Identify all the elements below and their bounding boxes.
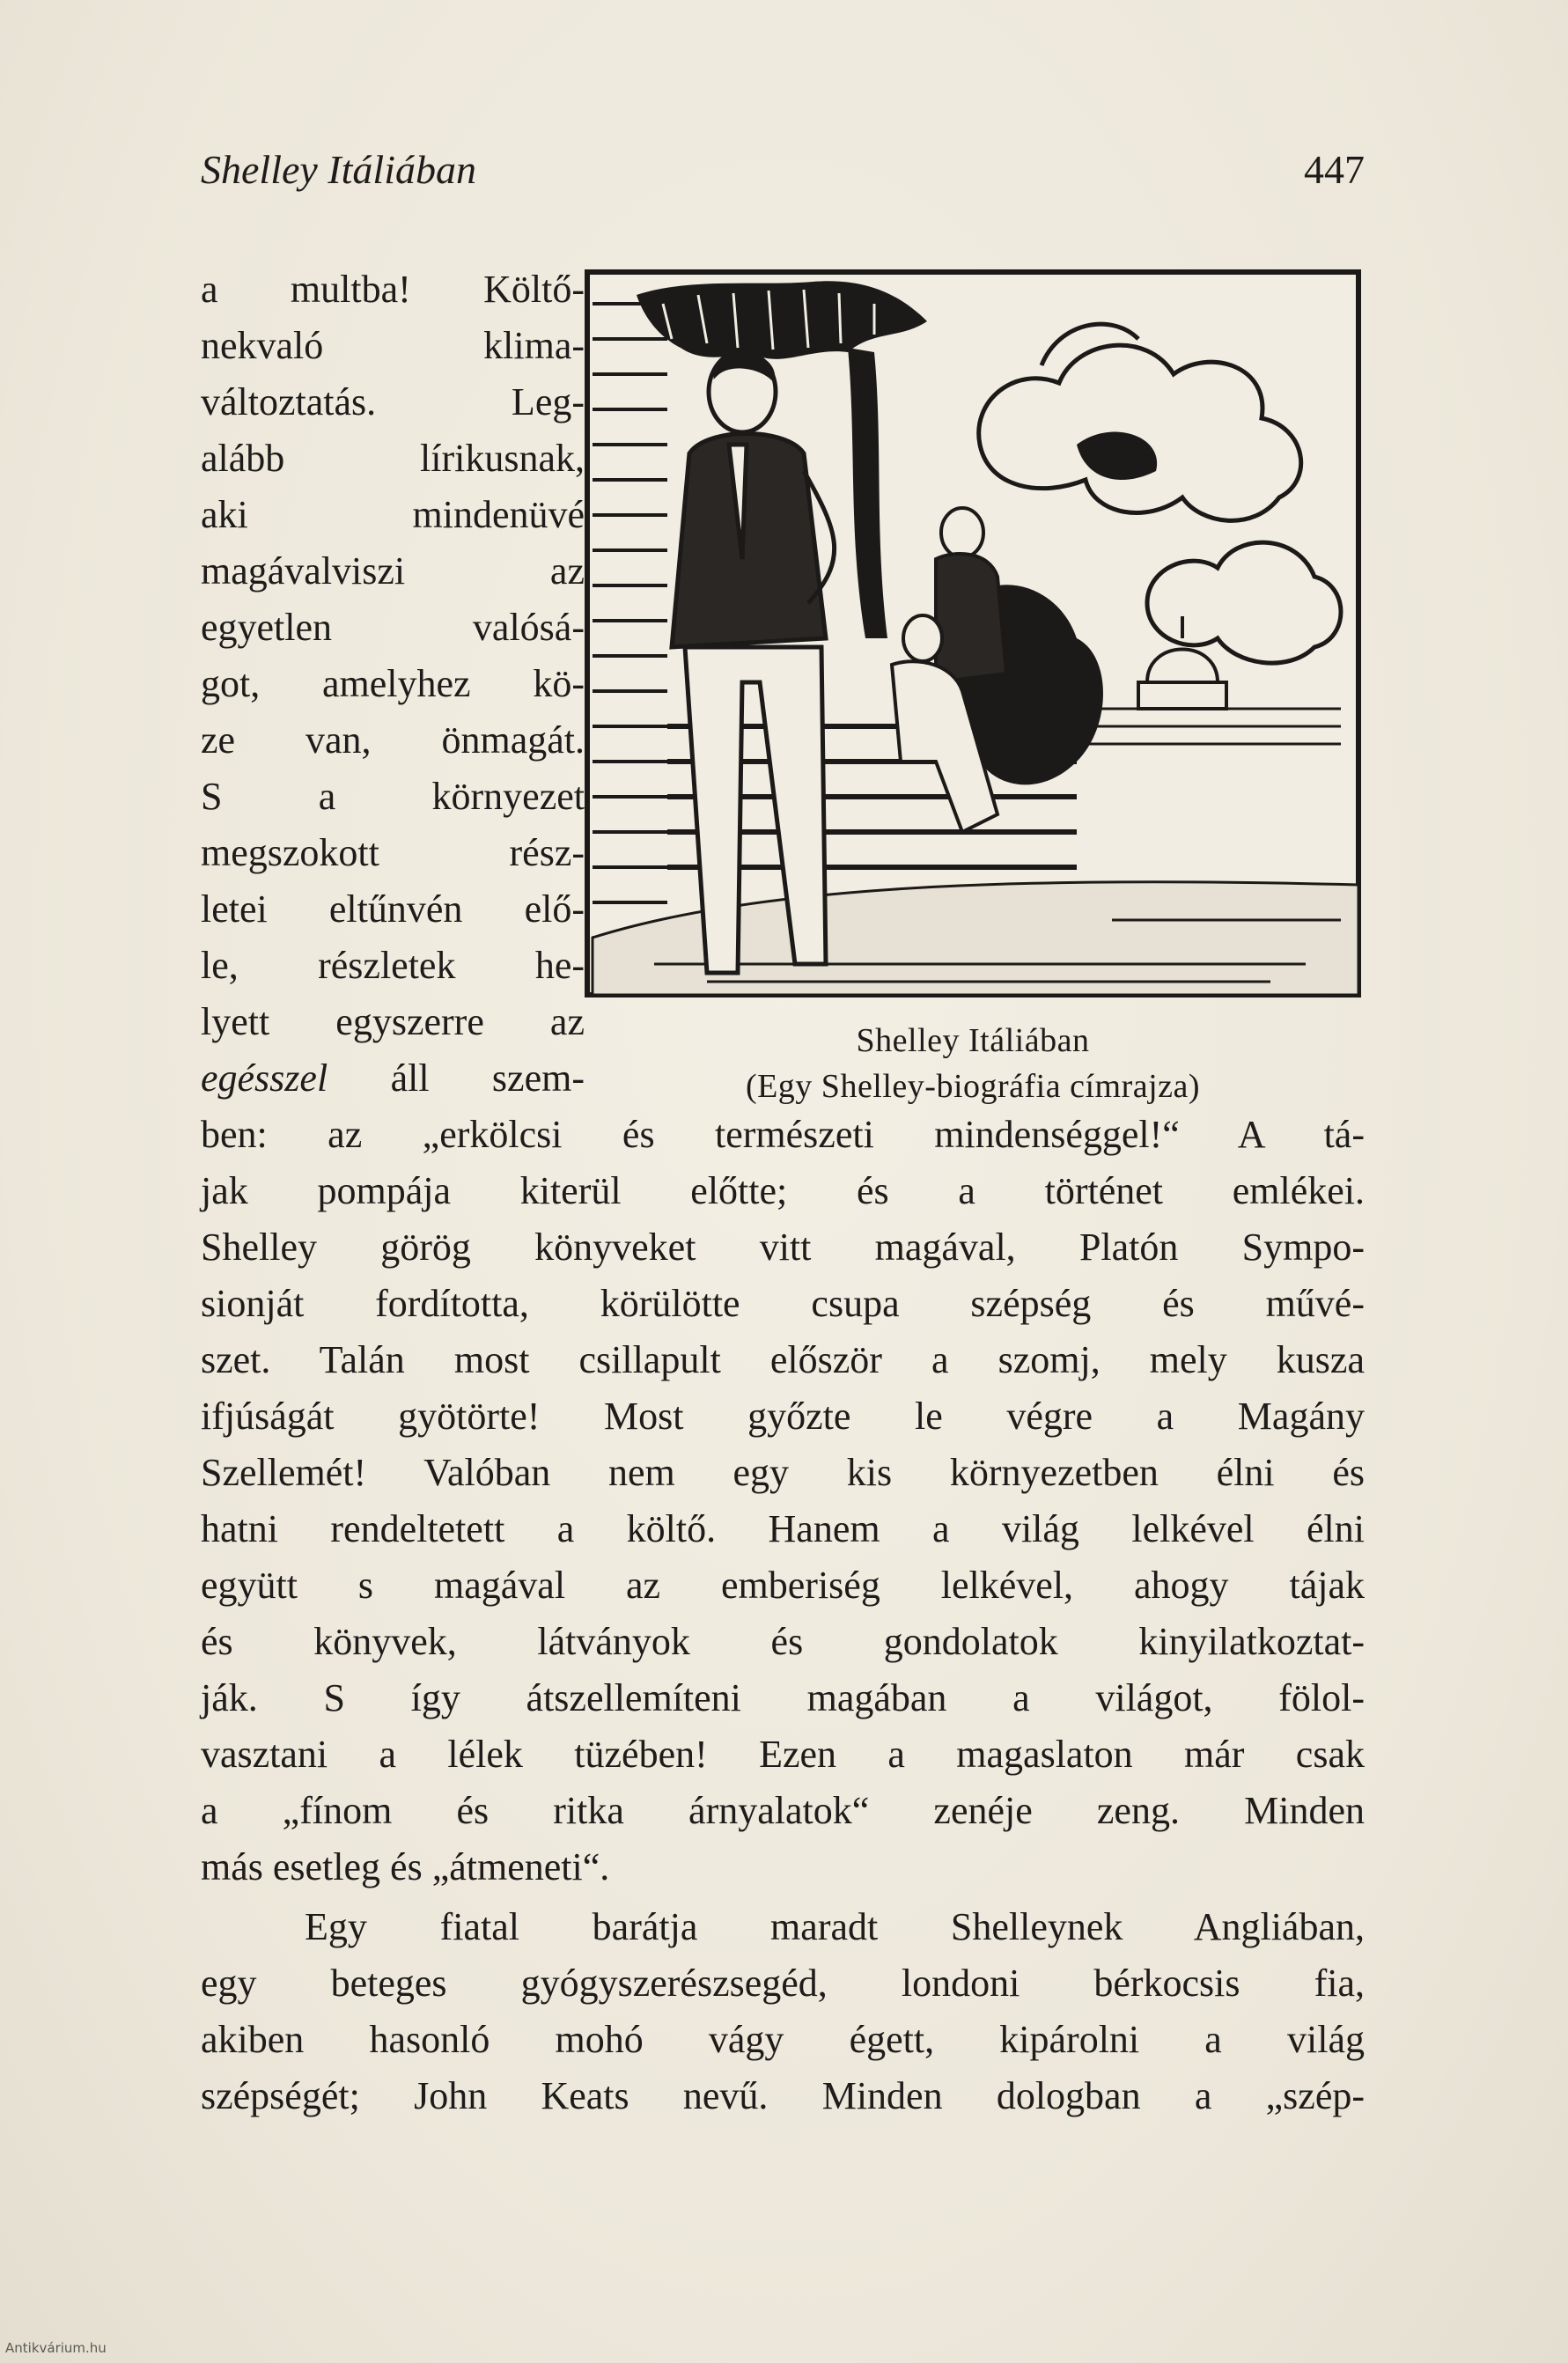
shelley-illustration <box>584 269 1362 998</box>
text-line: egy beteges gyógyszerészsegéd, londoni bérkocsis fia, <box>201 1962 1365 2005</box>
text-line: lyett egyszerre az <box>201 1000 585 1043</box>
caption-title: Shelley Itáliában <box>856 1022 1090 1059</box>
text-fragment: áll szem- <box>328 1056 585 1100</box>
text-line: változtatás. Leg- <box>201 380 585 423</box>
running-title: Shelley Itáliában <box>201 147 476 192</box>
illustration-woodcut <box>584 269 1362 998</box>
text-line: Shelley görög könyveket vitt magával, Platón Sympo- <box>201 1226 1365 1269</box>
text-line: és könyvek, látványok és gondolatok kinyilatkoztat- <box>201 1620 1365 1663</box>
text-line: nekvaló klima- <box>201 324 585 367</box>
text-line: akiben hasonló mohó vágy égett, kipárolni a világ <box>201 2018 1365 2061</box>
text-line: Egy fiatal barátja maradt Shelleynek Angliában, <box>305 1905 1365 1948</box>
text-line: Szellemét! Valóban nem egy kis környezetben élni és <box>201 1451 1365 1494</box>
text-line: aki mindenüvé <box>201 493 585 536</box>
text-line: S a környezet <box>201 775 585 818</box>
text-line: alább lírikusnak, <box>201 437 585 480</box>
text-line: szet. Talán most csillapult először a szomj, mely kusza <box>201 1338 1365 1381</box>
text-line: letei eltűnvén elő- <box>201 887 585 931</box>
text-line: a multba! Költő- <box>201 268 585 311</box>
text-line: sionját fordította, körülötte csupa szépség és művé- <box>201 1282 1365 1325</box>
text-line: a „fínom és ritka árnyalatok“ zenéje zeng. Minden <box>201 1789 1365 1832</box>
text-line: megszokott rész- <box>201 831 585 874</box>
text-line: ják. S így átszellemíteni magában a világot, fölol- <box>201 1676 1365 1719</box>
text-line: le, részletek he- <box>201 944 585 987</box>
site-watermark: Antikvárium.hu <box>5 2340 107 2356</box>
page-number: 447 <box>1304 147 1365 192</box>
text-line <box>201 1051 585 1106</box>
page-header <box>201 146 1365 208</box>
text-line: ifjúságát gyötörte! Most győzte le végre a Magány <box>201 1395 1365 1438</box>
text-line: got, amelyhez kö- <box>201 662 585 705</box>
text-line: együtt s magával az emberiség lelkével, ahogy tájak <box>201 1564 1365 1607</box>
text-line: jak pompája kiterül előtte; és a történet emlékei. <box>201 1169 1365 1212</box>
text-line: más esetleg és „átmeneti“. <box>201 1845 610 1888</box>
text-line: hatni rendeltetett a költő. Hanem a világ lelkével élni <box>201 1507 1365 1550</box>
text-line: ze van, önmagát. <box>201 718 585 762</box>
text-line: vasztani a lélek tüzében! Ezen a magaslaton már csak <box>201 1733 1365 1776</box>
emphasized-word: egésszel <box>201 1056 328 1100</box>
text-line: magávalviszi az <box>201 549 585 593</box>
text-line: egyetlen valósá- <box>201 606 585 649</box>
text-line: ben: az „erkölcsi és természeti mindenséggel!“ A tá- <box>201 1113 1365 1156</box>
text-line: szépségét; John Keats nevű. Minden dologban a „szép- <box>201 2074 1365 2117</box>
figure-caption <box>584 1018 1362 1109</box>
caption-subtitle: (Egy Shelley-biográfia címrajza) <box>745 1068 1201 1105</box>
